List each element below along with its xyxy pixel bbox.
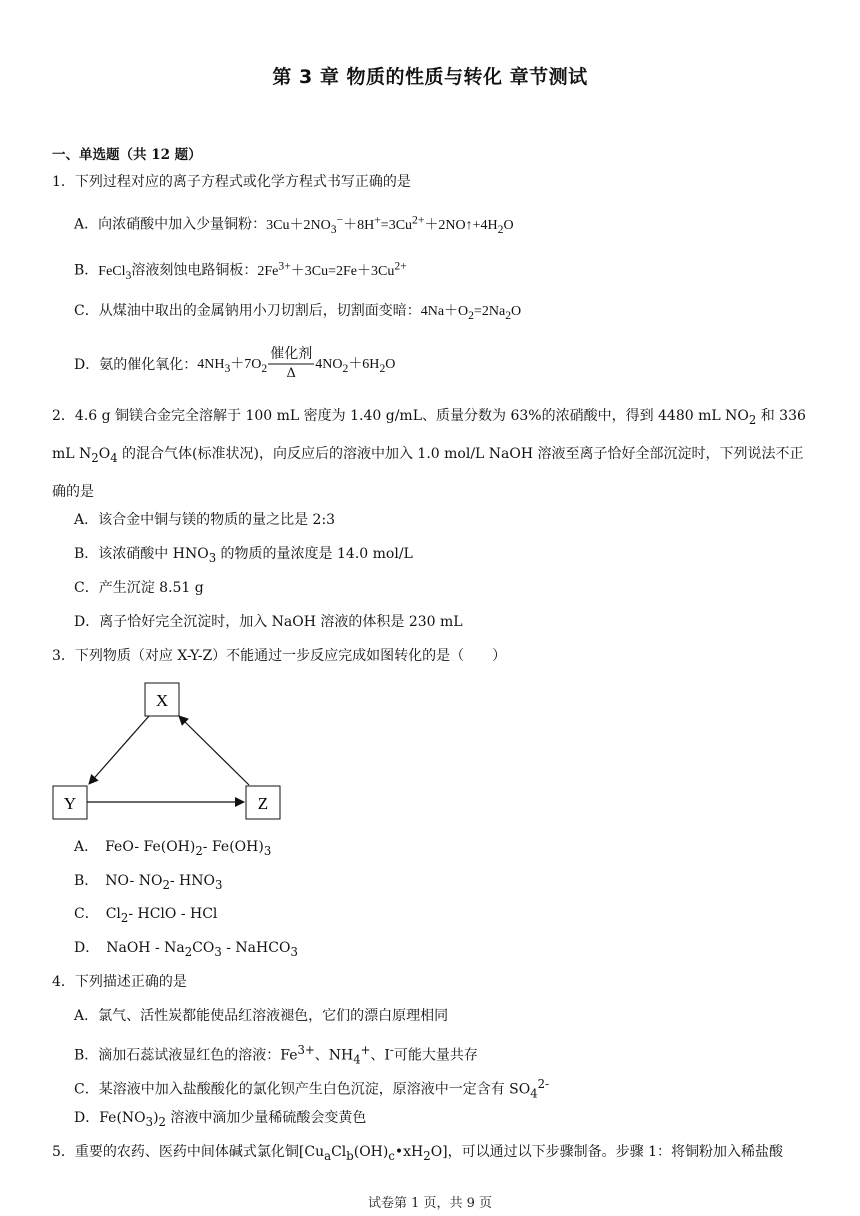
question-5-stem: 5．重要的农药、医药中间体碱式氯化铜$[Cu_aCl_b(OH)_c•xH_2O]$，可以通过以下步骤制备。步骤 1：将铜粉加入稀盐酸	[52, 1144, 783, 1163]
question-1-option-d[interactable]	[74, 345, 395, 383]
condition-heat: Δ	[286, 366, 296, 381]
question-1-option-b[interactable]	[74, 256, 407, 285]
question-1-stem: 1．下列过程对应的离子方程式或化学方程式书写正确的是	[52, 174, 411, 190]
question-3-option-a[interactable]: A． FeO- $Fe(OH)_2-$ $Fe(OH)_3$	[74, 839, 272, 858]
option-formula: $3Cu+2NO_3^-+8H^+=3Cu^{2+}+2NO↑+4H_2O$	[266, 213, 514, 236]
option-text: D．氨的催化氧化：	[74, 357, 198, 373]
question-2-option-a[interactable]: A．该合金中铜与镁的物质的量之比是 2:3	[74, 512, 336, 528]
question-1-option-c[interactable]	[74, 301, 521, 326]
question-2-option-d[interactable]: D．离子恰好完全沉淀时，加入 NaOH 溶液的体积是 230 mL	[74, 614, 463, 630]
question-3-option-c[interactable]: C． $Cl_2-$ HClO - HCl	[74, 906, 218, 925]
question-4-option-c[interactable]: C．某溶液中加入盐酸酸化的氯化钡产生白色沉淀，原溶液中一定含有 $SO_4^{2-}$	[74, 1077, 550, 1101]
page-title: 第 3 章 物质的性质与转化 章节测试	[272, 66, 588, 88]
arrow-x-to-y	[89, 716, 149, 784]
xyz-conversion-diagram	[40, 675, 300, 830]
option-label: B．	[74, 262, 99, 279]
question-3-stem: 3．下列物质（对应 X-Y-Z）不能通过一步反应完成如图转化的是（ ）	[52, 648, 507, 664]
question-4-option-b[interactable]: B．滴加石蕊试液显红色的溶液：$Fe^{3+}$、$NH_4^+$、I-可能大量共存	[74, 1043, 478, 1067]
question-4-option-a[interactable]: A．氯气、活性炭都能使品红溶液褪色，它们的漂白原理相同	[74, 1008, 449, 1024]
node-z-label: Z	[257, 794, 269, 813]
node-y-label: Y	[63, 794, 77, 813]
question-4-stem: 4．下列描述正确的是	[52, 974, 187, 990]
option-formula-left: $4NH_3+7O_2$	[197, 357, 268, 375]
question-2-option-b[interactable]: B．该浓硝酸中 $HNO_3$ 的物质的量浓度是 14.0 mol/L	[74, 546, 413, 565]
option-text: C．从煤油中取出的金属钠用小刀切割后，切割面变暗：	[74, 303, 421, 319]
condition-catalyst: 催化剂	[270, 346, 313, 362]
arrow-z-to-x	[179, 716, 249, 785]
option-formula: $4Na+O_2=2Na_2O$	[420, 304, 522, 322]
option-formula: $2Fe^{3+}+3Cu=2Fe+3Cu^{2+}$	[257, 259, 407, 279]
question-3-option-d[interactable]: D． NaOH - $Na_2CO_3$ - NaHCO$_3$	[74, 940, 298, 959]
reaction-condition	[268, 345, 314, 383]
page-footer: 试卷第 1 页，共 9 页	[367, 1196, 493, 1211]
option-text: 溶液刻蚀电路铜板：	[131, 262, 258, 279]
question-4-option-d[interactable]: D．$Fe(NO_3)_2$ 溶液中滴加少量稀硫酸会变黄色	[74, 1110, 367, 1129]
node-x-label: X	[155, 691, 169, 710]
section-heading: 一、单选题（共 12 题）	[52, 147, 202, 163]
question-1-option-a[interactable]	[74, 210, 514, 239]
option-text: A．向浓硝酸中加入少量铜粉：	[74, 216, 267, 233]
question-2-option-c[interactable]: C．产生沉淀 8.51 g	[74, 580, 204, 596]
option-formula-pre: FeCl$_3$	[98, 263, 132, 282]
question-3-option-b[interactable]: B． NO- $NO_2-$ $HNO_3$	[74, 873, 223, 892]
option-formula-right: $4NO_2+6H_2O$	[315, 357, 396, 375]
question-2-stem: 2．4.6 g 铜镁合金完全溶解于 100 mL 密度为 1.40 g/mL、质量分数为 63%的浓硝酸中，得到 4480 mL $NO_2$ 和 336 mL $N_2O_4$ 的混合气体(标准状况)，向反应后的溶液中加入 1.0 mol/L NaOH 溶液至离子恰好全部沉淀时，下列说法不正确的是	[52, 408, 806, 500]
